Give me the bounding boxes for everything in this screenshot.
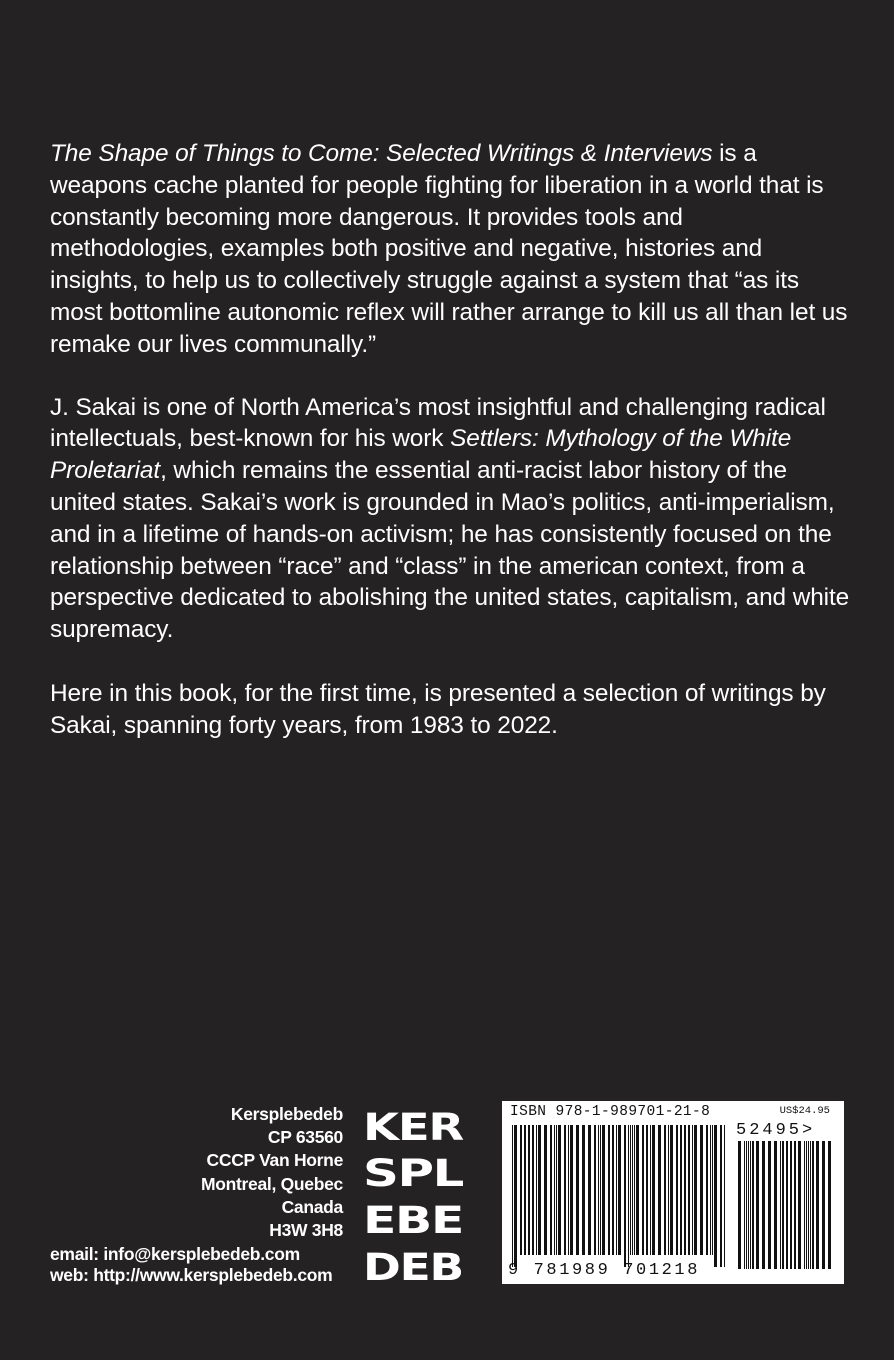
barcode-bar [752, 1141, 754, 1269]
barcode-bar [514, 1125, 517, 1267]
barcode-bar [738, 1141, 741, 1269]
barcode-bar [750, 1141, 751, 1269]
price-text: US$24.95 [779, 1105, 830, 1117]
barcode-bar [684, 1125, 686, 1255]
address-line: Canada [281, 1196, 343, 1217]
price-addon-digits: 52495> [736, 1121, 816, 1140]
barcode-bar [520, 1125, 522, 1255]
barcode-bar [748, 1141, 749, 1269]
back-cover-blurb [50, 138, 850, 773]
barcode-bar [628, 1125, 629, 1267]
barcode-bar [798, 1141, 801, 1269]
settlers-title: Settlers: Mythology of the White Proletariat [50, 425, 792, 485]
barcode-bar [630, 1125, 631, 1255]
kersplebedeb-logo [362, 1103, 464, 1285]
barcode-bar [624, 1125, 626, 1267]
barcode-bar [608, 1125, 610, 1255]
price-addon-bars [738, 1141, 834, 1281]
barcode-bar [822, 1141, 825, 1269]
barcode-bar [782, 1141, 784, 1269]
barcode-bar [594, 1125, 596, 1255]
barcode-bar [652, 1125, 655, 1255]
blurb-paragraph-3: Here in this book, for the first time, is presented a selection of writings by Sakai, spanning forty years, from 1983 to 2022. [50, 679, 826, 739]
ean-barcode-bars [512, 1125, 726, 1267]
ean-digits: 9 781989 701218 [508, 1261, 701, 1280]
logo-graphic [362, 1103, 464, 1285]
barcode-bar [618, 1125, 621, 1255]
barcode-bar [806, 1141, 807, 1269]
barcode-bar [676, 1125, 678, 1255]
barcode-bar [720, 1125, 722, 1267]
barcode-bar [812, 1141, 814, 1269]
barcode-bar [774, 1141, 777, 1269]
barcode-bar [688, 1125, 690, 1255]
email-text: email: info@kersplebedeb.com [50, 1244, 300, 1264]
barcode-bar [700, 1125, 703, 1255]
barcode-bar [804, 1141, 805, 1269]
barcode-bar [564, 1125, 566, 1255]
isbn-text: ISBN 978-1-989701-21-8 [510, 1104, 711, 1120]
blurb-paragraph-1-text: is a weapons cache planted for people fighting for liberation in a world that is constantly becoming more dangerous. It provides tools and methodologies, examples both positive and negative, histories and insights, to help us to collectively struggle against a system that “as its most bottomline autonomic reflex will rather arrange to kill us all than let us remake our lives communally.” [50, 140, 848, 358]
blurb-paragraph-2-rest: , which remains the essential anti-racist labor history of the united states. Sakai’s work is grounded in Mao’s politics, anti-imperialism, and in a lifetime of hands-on activism; he has consistently focused on the relationship between “race” and “class” in the american context, from a perspective dedicated to abolishing the united states, capitalism, and white supremacy. [50, 457, 850, 644]
barcode-bar [524, 1125, 526, 1255]
barcode-bar [512, 1125, 513, 1267]
barcode-bar [746, 1141, 747, 1269]
barcode-bar [634, 1125, 635, 1255]
barcode-bar [790, 1141, 792, 1269]
barcode-bar [632, 1125, 633, 1255]
barcode-bar [602, 1125, 605, 1255]
address-line: Kersplebedeb [230, 1104, 343, 1124]
barcode-bar [668, 1125, 669, 1255]
barcode-bar [550, 1125, 552, 1255]
blurb-paragraph-2 [50, 392, 850, 646]
address-line: Montreal, Quebec [200, 1173, 343, 1194]
barcode-bar [816, 1141, 819, 1269]
address-line: CCCP Van Horne [206, 1150, 343, 1171]
barcode-bar [828, 1141, 831, 1269]
barcode-bar [762, 1141, 765, 1269]
barcode-bar [528, 1125, 530, 1255]
barcode-bar [616, 1125, 617, 1255]
publisher-contact [50, 1244, 332, 1286]
barcode-bar [680, 1125, 682, 1255]
barcode-bar [536, 1125, 537, 1255]
barcode-bar [568, 1125, 569, 1255]
barcode-bar [598, 1125, 599, 1255]
barcode-bar [642, 1125, 644, 1255]
barcode-bar [544, 1125, 547, 1255]
barcode-bar [670, 1125, 673, 1255]
publisher-address [201, 1103, 343, 1242]
barcode-bar [576, 1125, 579, 1255]
barcode-bar [650, 1125, 651, 1255]
barcode-bar [794, 1141, 796, 1269]
barcode-bar [714, 1125, 717, 1267]
barcode-bar [636, 1125, 639, 1255]
barcode-bar [810, 1141, 811, 1269]
web-text: web: http://www.kersplebedeb.com [50, 1265, 333, 1285]
barcode-bar [646, 1125, 648, 1255]
barcode-bar [556, 1125, 557, 1255]
barcode-bar [570, 1125, 573, 1255]
book-title: The Shape of Things to Come: Selected Writings & Interviews [50, 140, 713, 167]
barcode-bar [712, 1125, 713, 1255]
barcode-bar [664, 1125, 666, 1255]
barcode-bar [744, 1141, 745, 1269]
barcode-bar [694, 1125, 697, 1255]
barcode-bar [786, 1141, 788, 1269]
barcode-bar [706, 1125, 708, 1255]
address-line: H3W 3H8 [269, 1220, 343, 1241]
blurb-paragraph-2-start: J. Sakai is one of North America’s most insightful and challenging radical intellectuals, best-known for his work [50, 393, 826, 453]
barcode-bar [808, 1141, 809, 1269]
logo-line: DEB [363, 1246, 463, 1285]
barcode-bar [538, 1125, 541, 1255]
logo-line: SPL [363, 1152, 464, 1195]
barcode-bar [612, 1125, 614, 1255]
blurb-paragraph-1 [50, 138, 850, 361]
barcode-bar [588, 1125, 591, 1255]
barcode-bar [554, 1125, 555, 1255]
barcode-bar [756, 1141, 759, 1269]
barcode-bar [768, 1141, 771, 1269]
logo-line: KER [363, 1106, 464, 1149]
barcode-bar [532, 1125, 534, 1255]
barcode-bar [600, 1125, 601, 1255]
isbn-barcode [502, 1101, 844, 1284]
barcode-bar [582, 1125, 585, 1255]
barcode-bar [710, 1125, 711, 1255]
barcode-bar [780, 1141, 781, 1269]
barcode-bar [692, 1125, 693, 1255]
barcode-bar [724, 1125, 725, 1267]
barcode-bar [558, 1125, 561, 1255]
address-line: CP 63560 [267, 1127, 343, 1148]
barcode-bar [658, 1125, 661, 1255]
logo-line: EBE [363, 1199, 463, 1242]
